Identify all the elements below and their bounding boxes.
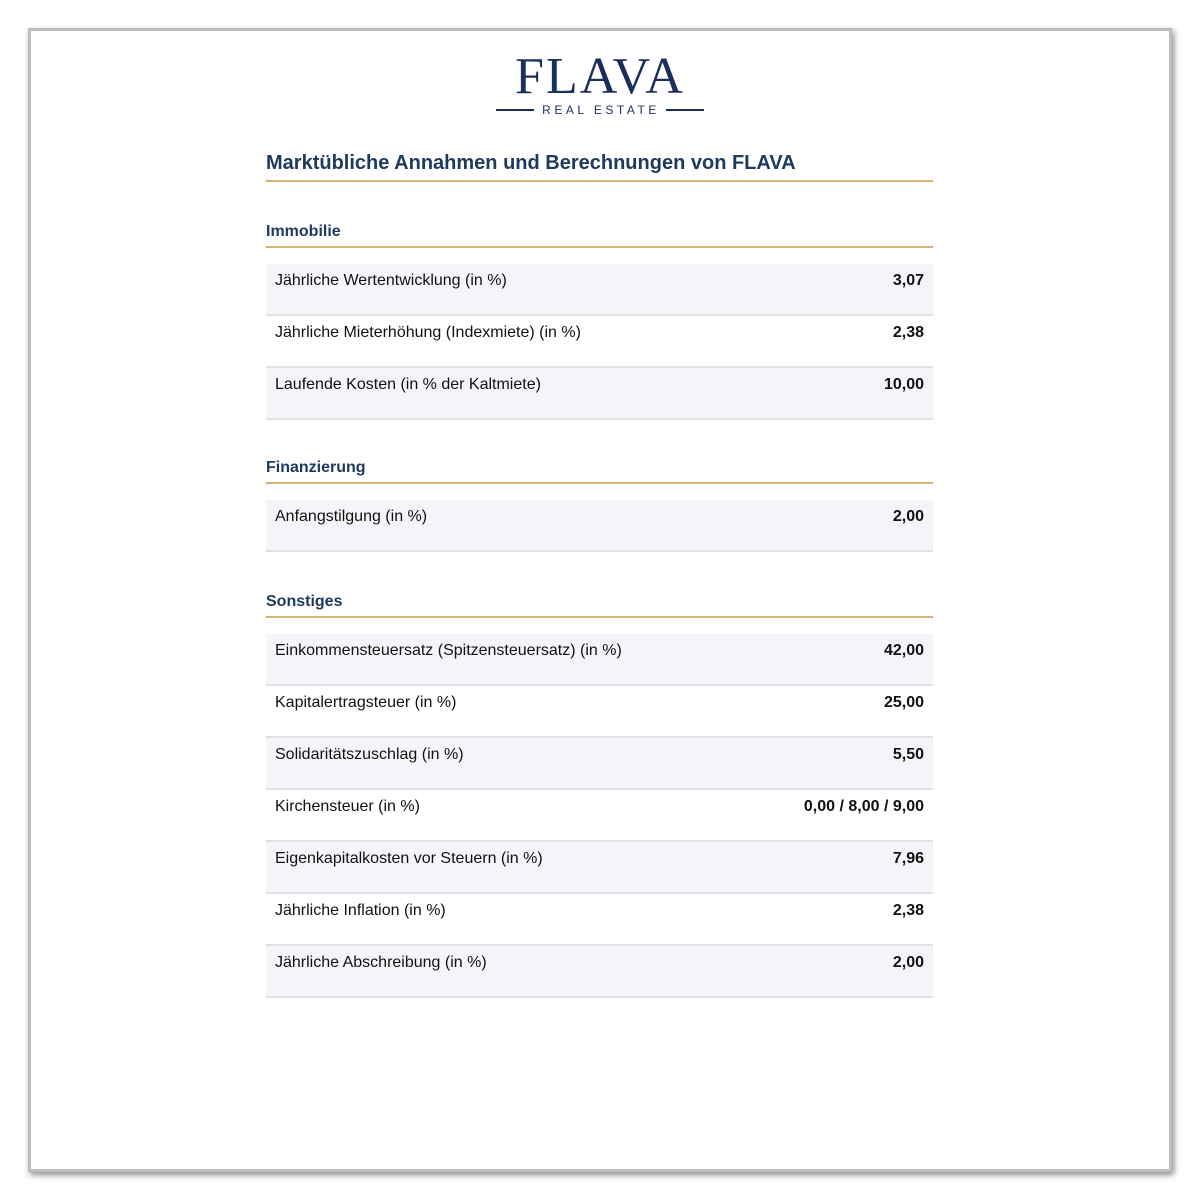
assumption-row (266, 368, 933, 420)
flava-logo (0, 48, 1200, 117)
assumption-value: 2,38 (892, 902, 924, 919)
logo-line-right (666, 109, 704, 111)
assumption-label: Kirchensteuer (in %) (275, 798, 420, 815)
assumption-value: 3,07 (892, 272, 924, 289)
assumption-label: Kapitalertragsteuer (in %) (275, 694, 457, 711)
assumption-value: 2,00 (892, 508, 924, 525)
assumption-value: 25,00 (883, 694, 924, 711)
assumption-row (266, 316, 933, 368)
assumption-label: Eigenkapitalkosten vor Steuern (in %) (275, 850, 543, 867)
assumption-list (266, 500, 933, 552)
assumption-row (266, 500, 933, 552)
logo-subtitle: REAL ESTATE (542, 103, 660, 117)
assumption-row (266, 634, 933, 686)
logo-wordmark: FLAVA (515, 48, 685, 105)
assumption-row (266, 738, 933, 790)
logo-line-left (496, 109, 534, 111)
assumption-row (266, 264, 933, 316)
assumption-value: 0,00 / 8,00 / 9,00 (803, 798, 924, 815)
assumption-label: Solidaritätszuschlag (in %) (275, 746, 464, 763)
assumptions-document (266, 150, 933, 971)
assumption-label: Jährliche Abschreibung (in %) (275, 954, 487, 971)
section-immobilie (266, 222, 933, 420)
section-title: Sonstiges (266, 592, 933, 618)
section-sonstiges (266, 592, 933, 998)
assumption-list (266, 264, 933, 420)
page-title: Marktübliche Annahmen und Berechnungen von FLAVA (266, 150, 933, 182)
assumption-label: Laufende Kosten (in % der Kaltmiete) (275, 376, 541, 393)
assumption-row (266, 894, 933, 946)
assumption-value: 7,96 (892, 850, 924, 867)
assumption-label: Anfangstilgung (in %) (275, 508, 428, 525)
assumption-label: Einkommensteuersatz (Spitzensteuersatz) (in %) (275, 642, 622, 659)
assumption-row (266, 686, 933, 738)
section-title: Finanzierung (266, 458, 933, 484)
assumption-label: Jährliche Mieterhöhung (Indexmiete) (in %) (275, 324, 581, 341)
assumption-row (266, 790, 933, 842)
assumption-value: 5,50 (892, 746, 924, 763)
logo-subtitle-row (0, 103, 1200, 117)
assumption-row (266, 946, 933, 998)
assumption-row (266, 842, 933, 894)
assumption-list (266, 634, 933, 998)
assumption-value: 2,00 (892, 954, 924, 971)
assumption-label: Jährliche Wertentwicklung (in %) (275, 272, 507, 289)
assumption-value: 2,38 (892, 324, 924, 341)
section-title: Immobilie (266, 222, 933, 248)
assumption-value: 10,00 (883, 376, 924, 393)
assumption-value: 42,00 (883, 642, 924, 659)
section-finanzierung (266, 458, 933, 552)
assumption-label: Jährliche Inflation (in %) (275, 902, 446, 919)
